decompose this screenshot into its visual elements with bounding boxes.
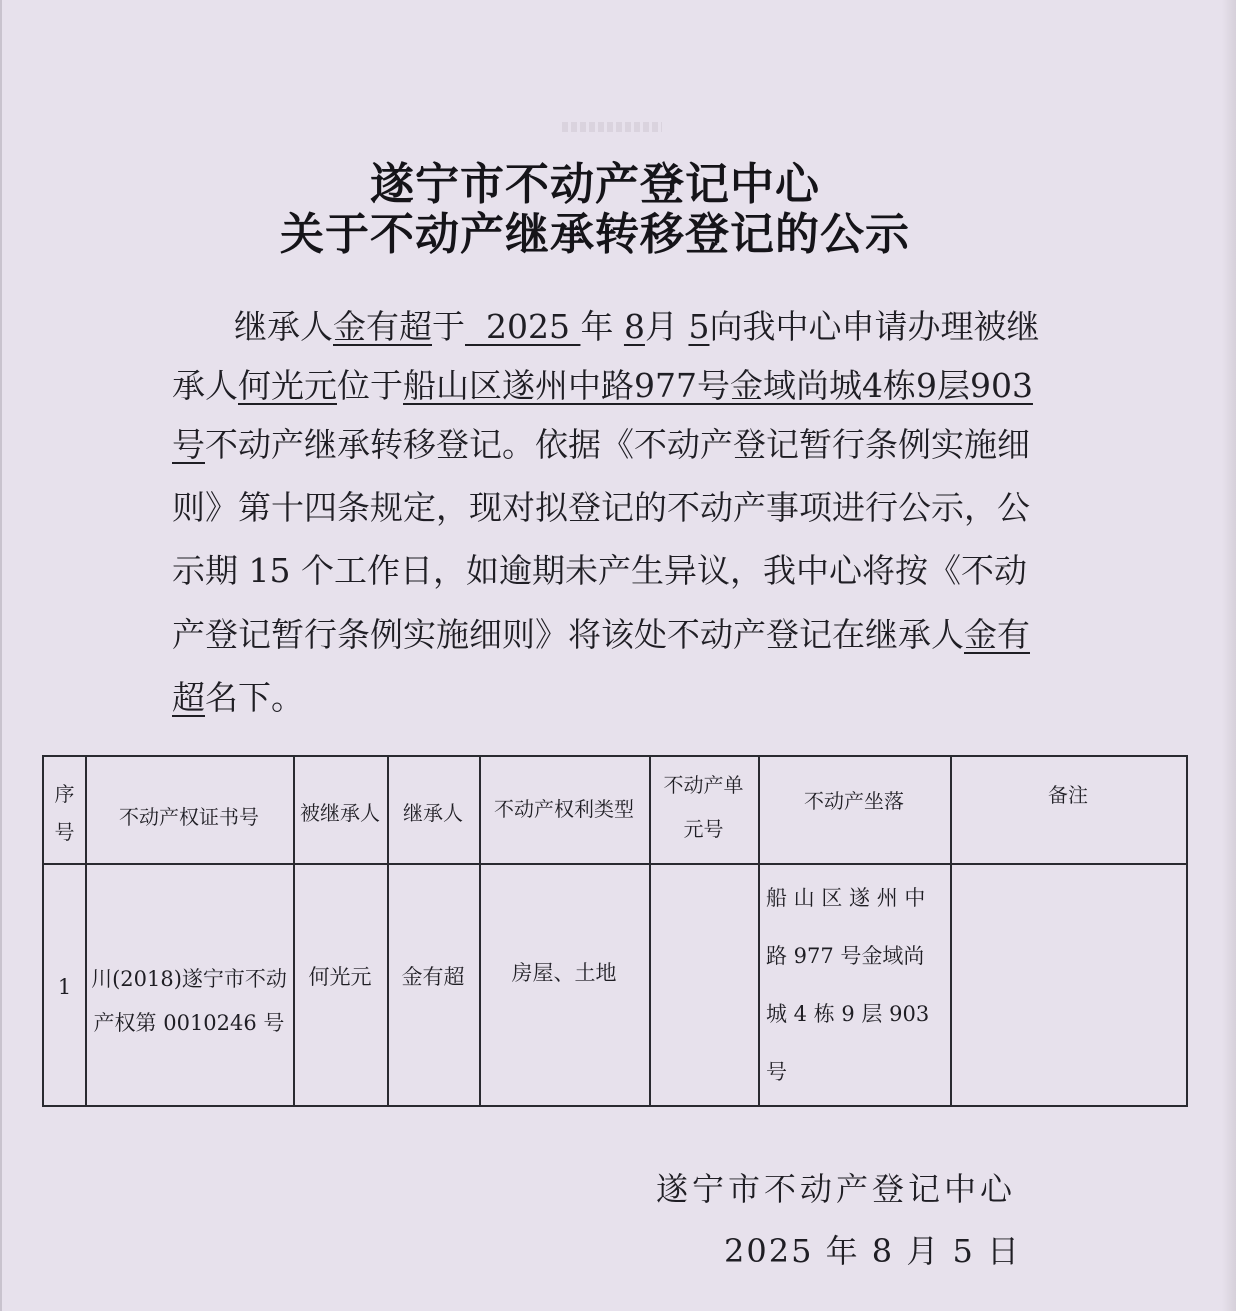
row-seq: 1 <box>57 975 72 999</box>
header-seq: 序 号 <box>54 782 75 844</box>
notice-title-line1: 遂宁市不动产登记中心 <box>370 159 820 210</box>
signature-date: 2025 年 8 月 5 日 <box>724 1232 1022 1270</box>
decedent-name: 何光元 <box>238 366 337 405</box>
apply-month: 8 <box>623 307 645 346</box>
apply-day: 5 <box>688 307 710 346</box>
body-line-5: 示期 15 个工作日，如逾期未产生异议，我中心将按《不动 <box>172 551 1027 590</box>
header-cert: 不动产权证书号 <box>119 805 259 829</box>
row-right-type: 房屋、土地 <box>511 961 617 985</box>
header-remark: 备注 <box>1048 783 1088 807</box>
body-line-7: 超名下。 <box>172 678 304 717</box>
header-right-type: 不动产权利类型 <box>494 797 634 821</box>
row-decedent: 何光元 <box>308 965 372 989</box>
body-line-4: 则》第十四条规定，现对拟登记的不动产事项进行公示，公 <box>172 488 1030 527</box>
table-hline <box>44 863 1186 865</box>
row-location: 船 山 区 遂 州 中 路 977 号金域尚 城 4 栋 9 层 903 号 <box>766 886 930 1084</box>
header-unit: 不动产单 元号 <box>663 773 744 841</box>
notice-title-line2: 关于不动产继承转移登记的公示 <box>280 209 910 260</box>
page-edge-right <box>1222 0 1236 1311</box>
row-heir: 金有超 <box>401 965 465 989</box>
header-location: 不动产坐落 <box>804 789 904 813</box>
signature-org: 遂宁市不动产登记中心 <box>656 1170 1017 1208</box>
body-line-1: 继承人金有超于 2025 年 8月 5向我中心申请办理被继 <box>234 307 1040 346</box>
notice-table <box>42 755 1188 1107</box>
body-line-3: 号不动产继承转移登记。依据《不动产登记暂行条例实施细 <box>172 425 1030 464</box>
body-line-2: 承人何光元位于船山区遂州中路977号金域尚城4栋9层903 <box>172 366 1033 405</box>
body-line-6: 产登记暂行条例实施细则》将该处不动产登记在继承人金有 <box>172 615 1030 654</box>
property-address: 船山区遂州中路977号金域尚城4栋9层903 <box>403 366 1033 405</box>
heir-name: 金有超 <box>333 307 432 346</box>
header-decedent: 被继承人 <box>300 801 380 825</box>
header-heir: 继承人 <box>403 801 463 825</box>
row-cert: 川(2018)遂宁市不动 产权第 0010246 号 <box>91 967 287 1035</box>
faint-scan-mark <box>562 122 662 132</box>
apply-year: 2025 <box>465 307 581 346</box>
